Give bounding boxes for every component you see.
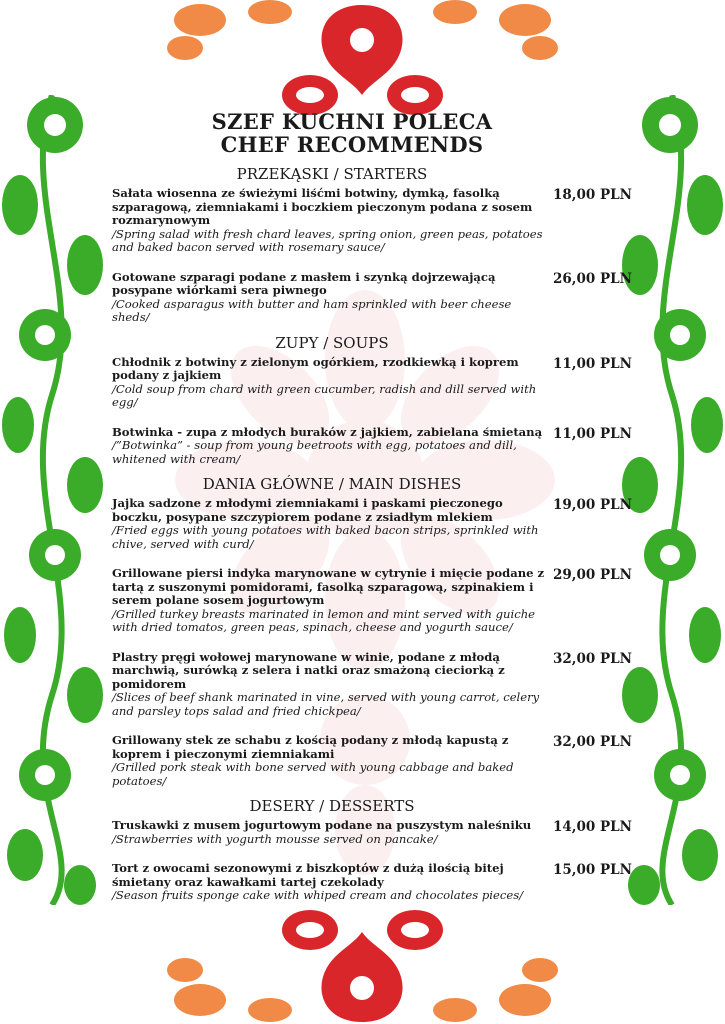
menu-item — [112, 862, 632, 903]
dish-description-english: /Cold soup from chard with green cucumber, radish and dill served with egg/ — [112, 381, 537, 409]
title-english: CHEF RECOMMENDS — [220, 132, 484, 157]
dish-price: 19,00 PLN — [553, 497, 632, 513]
menu-item — [112, 497, 632, 551]
title-polish: SZEF KUCHNI POLECA — [211, 109, 493, 134]
section-heading-soups: ZUPY / SOUPS — [275, 333, 389, 352]
menu-item — [112, 271, 632, 325]
right-floral-vine-icon — [622, 95, 725, 905]
section-heading-desserts: DESERY / DESSERTS — [249, 797, 415, 815]
bottom-folk-ornament-icon — [160, 900, 565, 1024]
dish-name-polish: Sałata wiosenna ze świeżymi liśćmi botwiny, dymką, fasolką szparagową, ziemniakami i boczkiem pieczonym podana z sosem rozmarynowym — [112, 186, 533, 227]
dish-name-polish: Gotowane szparagi podane z masłem i szynką dojrzewającą posypane wiórkami sera piwnego — [112, 269, 496, 297]
left-floral-vine-icon — [0, 95, 105, 905]
dish-price: 18,00 PLN — [553, 187, 632, 203]
dish-description-english: /Grilled turkey breasts marinated in lemon and mint served with guiche with dried tomatos, green peas, spinach, cheese and yogurth sauce/ — [112, 606, 536, 634]
dish-name-polish: Jajka sadzone z młodymi ziemniakami i paskami pieczonego boczku, posypane szczypiorem podane z zsiadłym mlekiem — [112, 496, 503, 524]
dish-name-polish: Chłodnik z botwiny z zielonym ogórkiem, rzodkiewką i koprem podany z jajkiem — [112, 354, 519, 382]
menu-item — [112, 734, 632, 788]
section-heading-starters: PRZEKĄSKI / STARTERS — [236, 165, 428, 183]
page-title — [142, 110, 562, 156]
menu-item — [112, 567, 632, 635]
dish-price: 15,00 PLN — [553, 862, 632, 878]
dish-name-polish: Grillowany stek ze schabu z kością podany z młodą kapustą z koprem i pieczonymi ziemniakami — [112, 733, 509, 761]
dish-price: 26,00 PLN — [553, 270, 632, 287]
dish-price: 32,00 PLN — [553, 734, 632, 750]
dish-price: 11,00 PLN — [553, 425, 632, 442]
dish-description-english: /Strawberries with yogurth mousse served on pancake/ — [112, 831, 438, 846]
dish-description-english: /Spring salad with fresh chard leaves, spring onion, green peas, potatoes and baked bacon served with rosemary sauce/ — [112, 226, 543, 254]
dish-price: 29,00 PLN — [553, 567, 632, 583]
dish-name-polish: Grillowane piersi indyka marynowane w cytrynie i mięcie podane z tartą z suszonymi pomidorami, fasolką szparagową, szpinakiem i serem polane sosem jogurtowym — [112, 566, 545, 607]
dish-price: 14,00 PLN — [553, 819, 632, 835]
dish-description-english: /Cooked asparagus with butter and ham sprinkled with beer cheese sheds/ — [112, 296, 512, 324]
menu-item — [112, 819, 632, 846]
dish-price: 11,00 PLN — [553, 355, 632, 372]
dish-description-english: /Fried eggs with young potatoes with baked bacon strips, sprinkled with chive, served with curd/ — [112, 523, 539, 551]
dish-description-english: /Grilled pork steak with bone served with young cabbage and baked potatoes/ — [112, 760, 514, 788]
dish-price: 32,00 PLN — [553, 650, 632, 667]
dish-name-polish: Tort z owocami sezonowymi z biszkoptów z dużą ilością bitej śmietany oraz kawałkami tartej czekolady — [112, 861, 504, 889]
dish-name-polish: Truskawki z musem jogurtowym podane na puszystym naleśniku — [112, 818, 532, 832]
top-folk-ornament-icon — [160, 0, 565, 125]
dish-description-english: /”Botwinka” - soup from young beetroots with egg, potatoes and dill, whitened with cream/ — [112, 438, 517, 466]
dish-name-polish: Plastry pręgi wołowej marynowane w winie, podane z młodą marchwią, surówką z selera i natki oraz smażoną cieciorką z pomidorem — [112, 649, 505, 691]
menu-content — [112, 110, 632, 903]
dish-description-english: /Slices of beef shank marinated in vine, served with young carrot, celery and parsley tops salad and fried chickpea/ — [112, 690, 540, 718]
menu-item — [112, 426, 632, 467]
section-heading-main-dishes: DANIA GŁÓWNE / MAIN DISHES — [202, 475, 462, 493]
menu-item — [112, 356, 632, 410]
dish-description-english: /Season fruits sponge cake with whiped cream and chocolates pieces/ — [112, 888, 524, 902]
menu-item — [112, 187, 632, 255]
menu-item — [112, 651, 632, 719]
dish-name-polish: Botwinka - zupa z młodych buraków z jajkiem, zabielana śmietaną — [112, 424, 543, 439]
